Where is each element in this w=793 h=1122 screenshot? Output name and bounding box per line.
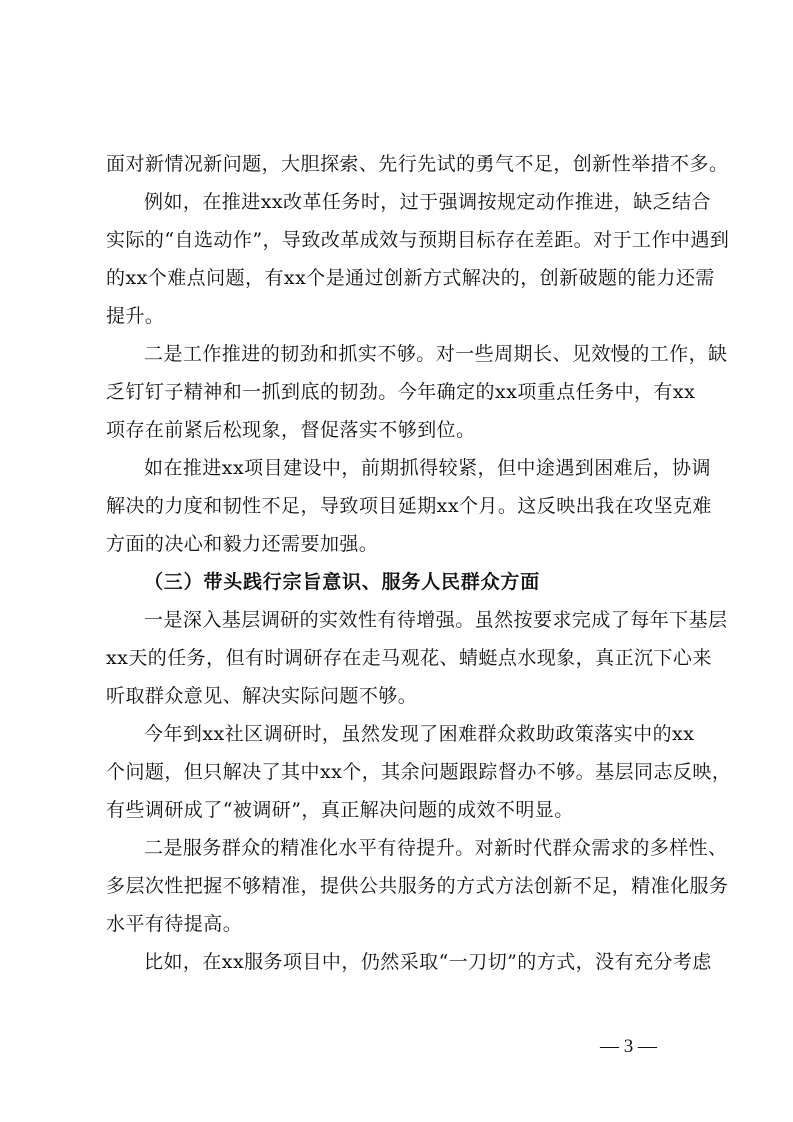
paragraph-line: 解决的力度和韧性不足，导致项目延期xx个月。这反映出我在攻坚克难 bbox=[106, 495, 712, 517]
paragraph-line: 例如，在推进xx改革任务时，过于强调按规定动作推进，缺乏结合 bbox=[144, 191, 711, 213]
paragraph-line: 二是工作推进的韧劲和抓实不够。对一些周期长、见效慢的工作，缺 bbox=[144, 343, 728, 365]
paragraph-line: 听取群众意见、解决实际问题不够。 bbox=[106, 685, 418, 707]
paragraph-line: 实际的“自选动作”，导致改革成效与预期目标存在差距。对于工作中遇到 bbox=[106, 229, 730, 251]
paragraph-line: 的xx个难点问题，有xx个是通过创新方式解决的，创新破题的能力还需 bbox=[106, 267, 715, 289]
paragraph-line: 二是服务群众的精准化水平有待提升。对新时代群众需求的多样性、 bbox=[144, 837, 728, 859]
section-heading: （三）带头践行宗旨意识、服务人民群众方面 bbox=[144, 571, 541, 593]
paragraph-line: 面对新情况新问题，大胆探索、先行先试的勇气不足，创新性举措不多。 bbox=[106, 153, 729, 175]
paragraph-line: 个问题，但只解决了其中xx个，其余问题跟踪督办不够。基层同志反映， bbox=[106, 761, 732, 783]
paragraph-line: 一是深入基层调研的实效性有待增强。虽然按要求完成了每年下基层 bbox=[144, 609, 728, 631]
paragraph-line: 项存在前紧后松现象，督促落实不够到位。 bbox=[106, 419, 476, 441]
paragraph-line: 有些调研成了“被调研”，真正解决问题的成效不明显。 bbox=[106, 799, 574, 821]
paragraph-line: 方面的决心和毅力还需要加强。 bbox=[106, 533, 379, 555]
page-number: — 3 — bbox=[600, 1036, 657, 1057]
paragraph-line: 今年到xx社区调研时，虽然发现了困难群众救助政策落实中的xx bbox=[144, 723, 695, 745]
paragraph-line: 如在推进xx项目建设中，前期抓得较紧，但中途遇到困难后，协调 bbox=[144, 457, 711, 479]
paragraph-line: 提升。 bbox=[106, 305, 165, 327]
paragraph-line: 水平有待提高。 bbox=[106, 913, 243, 935]
paragraph-line: 比如，在xx服务项目中，仍然采取“一刀切”的方式，没有充分考虑 bbox=[144, 951, 712, 973]
paragraph-line: 乏钉钉子精神和一抓到底的韧劲。今年确定的xx项重点任务中，有xx bbox=[106, 381, 696, 403]
paragraph-line: 多层次性把握不够精准，提供公共服务的方式方法创新不足，精准化服务 bbox=[106, 875, 729, 897]
paragraph-line: xx天的任务，但有时调研存在走马观花、蜻蜓点水现象，真正沉下心来 bbox=[106, 647, 712, 669]
